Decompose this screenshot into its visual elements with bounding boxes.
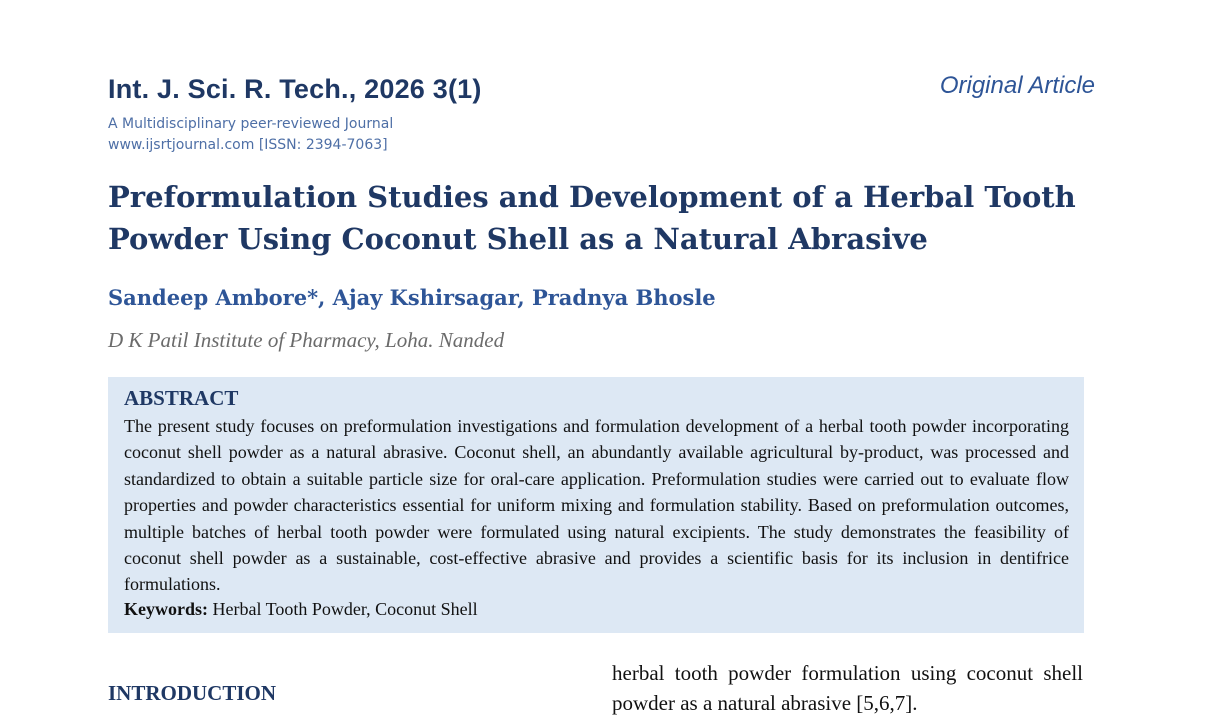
journal-tagline: A Multidisciplinary peer-reviewed Journal (108, 116, 394, 132)
article-type-label: Original Article (939, 72, 1095, 99)
paper-title: Preformulation Studies and Development of a Herbal Tooth Powder Using Coconut Shell as a Natural Abrasive (108, 180, 1076, 256)
journal-citation: Int. J. Sci. R. Tech., 2026 3(1) (108, 74, 482, 104)
author-affiliation: D K Patil Institute of Pharmacy, Loha. Nanded (108, 328, 505, 352)
abstract-text: The present study focuses on preformulation investigations and formulation development of a herbal tooth powder incorporating coconut shell powder as a natural abrasive. Coconut shell, an abundantly available agricultural by-product, was processed and standardized to obtain a suitable particle size for oral-care application. Preformulation studies were carried out to evaluate flow properties and powder characteristics essential for uniform mixing and formulation stability. Based on preformulation outcomes, multiple batches of herbal tooth powder were formulated using natural excipients. The study demonstrates the feasibility of coconut shell powder as a sustainable, cost-effective abrasive and provides a scientific basis for its inclusion in dentifrice formulations. (124, 416, 1069, 595)
keywords-line (124, 599, 478, 620)
right-column-text: herbal tooth powder formulation using coconut shell powder as a natural abrasive [5,6,7]. (612, 661, 1083, 715)
abstract-panel (108, 377, 1084, 633)
journal-tagline-block (108, 114, 393, 156)
journal-website[interactable]: www.ijsrtjournal.com [ISSN: 2394-7063] (108, 137, 388, 153)
author-list: Sandeep Ambore*, Ajay Kshirsagar, Pradnya Bhosle (108, 285, 716, 310)
abstract-heading: ABSTRACT (124, 386, 239, 410)
keywords-label: Keywords: (124, 599, 208, 619)
keywords-values: Herbal Tooth Powder, Coconut Shell (212, 599, 478, 619)
introduction-heading: INTRODUCTION (108, 681, 277, 705)
